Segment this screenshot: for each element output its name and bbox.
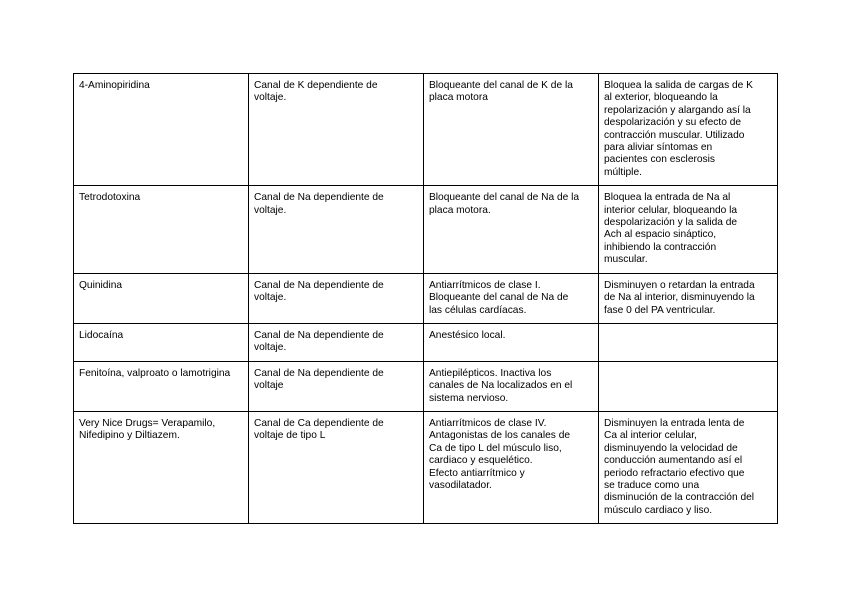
cell-text-line: Anestésico local. xyxy=(429,329,506,341)
cell-text-line: despolarización y la salida de xyxy=(604,217,738,229)
effect-cell xyxy=(599,74,778,186)
table-body xyxy=(74,74,778,524)
target-cell xyxy=(249,273,424,323)
cell-text-line: voltaje. xyxy=(254,342,287,354)
effect-cell xyxy=(599,273,778,323)
table-row xyxy=(74,186,778,273)
cell-text-line: para aliviar síntomas en xyxy=(604,142,713,154)
action-cell xyxy=(424,361,599,411)
cell-text-line: cardiaco y esquelético. xyxy=(429,455,533,467)
cell-text-line: Bloquea la salida de cargas de K xyxy=(604,80,753,91)
action-cell xyxy=(424,273,599,323)
cell-text-line: Bloquea la entrada de Na al xyxy=(604,192,731,204)
cell-text-line: voltaje. xyxy=(254,204,287,216)
cell-text-line: fase 0 del PA ventricular. xyxy=(604,304,716,316)
table-row xyxy=(74,411,778,523)
cell-text-line: Canal de Na dependiente de xyxy=(254,192,384,204)
cell-text-line: muscular. xyxy=(604,254,648,266)
table-row xyxy=(74,273,778,323)
cell-text-line: Disminuyen la entrada lenta de xyxy=(604,417,745,429)
action-cell xyxy=(424,411,599,523)
cell-text-line: Ca al interior celular, xyxy=(604,430,697,442)
cell-text-line: Antiarrítmicos de clase IV. xyxy=(429,417,547,429)
drug-cell xyxy=(74,361,249,411)
cell-text-line: Canal de Ca dependiente de xyxy=(254,417,384,429)
cell-text-line: disminuyendo la velocidad de xyxy=(604,442,738,454)
cell-text-line: conducción aumentando así el xyxy=(604,455,743,467)
cell-text-line: Tetrodotoxina xyxy=(79,192,141,204)
drug-table xyxy=(73,73,778,524)
cell-text-line: voltaje. xyxy=(254,92,287,104)
action-cell xyxy=(424,186,599,273)
cell-text-line: inhibiendo la contracción xyxy=(604,241,717,253)
action-cell xyxy=(424,74,599,186)
cell-text-line: de Na al interior, disminuyendo la xyxy=(604,292,755,304)
cell-text-line: voltaje. xyxy=(254,292,287,304)
cell-text-line: Quinidina xyxy=(79,279,123,291)
cell-text-line: canales de Na localizados en el xyxy=(429,380,573,392)
cell-text-line: Canal de Na dependiente de xyxy=(254,279,384,291)
cell-text-line: Canal de K dependiente de xyxy=(254,80,378,91)
table-row xyxy=(74,323,778,361)
cell-text-line: al exterior, bloqueando la xyxy=(604,92,718,104)
effect-cell xyxy=(599,323,778,361)
target-cell xyxy=(249,411,424,523)
drug-cell xyxy=(74,273,249,323)
cell-text-line: Bloqueante del canal de Na de xyxy=(429,292,569,304)
cell-text-line: sistema nervioso. xyxy=(429,392,509,404)
cell-text-line: Ach al espacio sináptico, xyxy=(604,229,717,241)
cell-text-line: interior celular, bloqueando la xyxy=(604,204,738,216)
target-cell xyxy=(249,323,424,361)
cell-text-line: 4-Aminopiridina xyxy=(79,80,150,91)
cell-text-line: músculo cardiaco y liso. xyxy=(604,504,713,516)
drug-cell xyxy=(74,323,249,361)
cell-text-line: Disminuyen o retardan la entrada xyxy=(604,279,755,291)
cell-text-line: Ca de tipo L del músculo liso, xyxy=(429,442,562,454)
cell-text-line: múltiple. xyxy=(604,166,642,178)
table-row xyxy=(74,361,778,411)
cell-text-line: voltaje xyxy=(254,380,284,392)
cell-text-line: contracción muscular. Utilizado xyxy=(604,129,745,141)
cell-text-line: repolarización y alargando así la xyxy=(604,104,751,116)
target-cell xyxy=(249,186,424,273)
cell-text-line: Antagonistas de los canales de xyxy=(429,430,571,442)
cell-text-line: despolarización y su efecto de xyxy=(604,117,742,129)
drug-cell xyxy=(74,411,249,523)
cell-text-line: vasodilatador. xyxy=(429,479,492,491)
cell-text-line: Very Nice Drugs= Verapamilo, xyxy=(79,417,216,429)
cell-text-line: se traduce como una xyxy=(604,479,700,491)
effect-cell xyxy=(599,411,778,523)
effect-cell xyxy=(599,361,778,411)
cell-text-line: voltaje de tipo L xyxy=(254,430,326,442)
cell-text-line: disminución de la contracción del xyxy=(604,492,755,504)
cell-text-line: placa motora. xyxy=(429,204,491,216)
cell-text-line: Canal de Na dependiente de xyxy=(254,329,384,341)
cell-text-line: las células cardíacas. xyxy=(429,304,527,316)
cell-text-line: Antiarrítmicos de clase I. xyxy=(429,279,541,291)
cell-text-line: Fenitoína, valproato o lamotrigina xyxy=(79,367,231,379)
cell-text-line: pacientes con esclerosis xyxy=(604,154,715,166)
cell-text-line: Canal de Na dependiente de xyxy=(254,367,384,379)
target-cell xyxy=(249,361,424,411)
effect-cell xyxy=(599,186,778,273)
drug-cell xyxy=(74,74,249,186)
cell-text-line: Lidocaína xyxy=(79,329,124,341)
cell-text-line: Antiepilépticos. Inactiva los xyxy=(429,367,552,379)
cell-text-line: Bloqueante del canal de K de la xyxy=(429,80,573,91)
action-cell xyxy=(424,323,599,361)
drug-cell xyxy=(74,186,249,273)
table-row xyxy=(74,74,778,186)
cell-text-line: Nifedipino y Diltiazem. xyxy=(79,430,180,442)
cell-text-line: placa motora xyxy=(429,92,488,104)
cell-text-line: Bloqueante del canal de Na de la xyxy=(429,192,580,204)
target-cell xyxy=(249,74,424,186)
cell-text-line: Efecto antiarrítmico y xyxy=(429,467,525,479)
cell-text-line: periodo refractario efectivo que xyxy=(604,467,745,479)
